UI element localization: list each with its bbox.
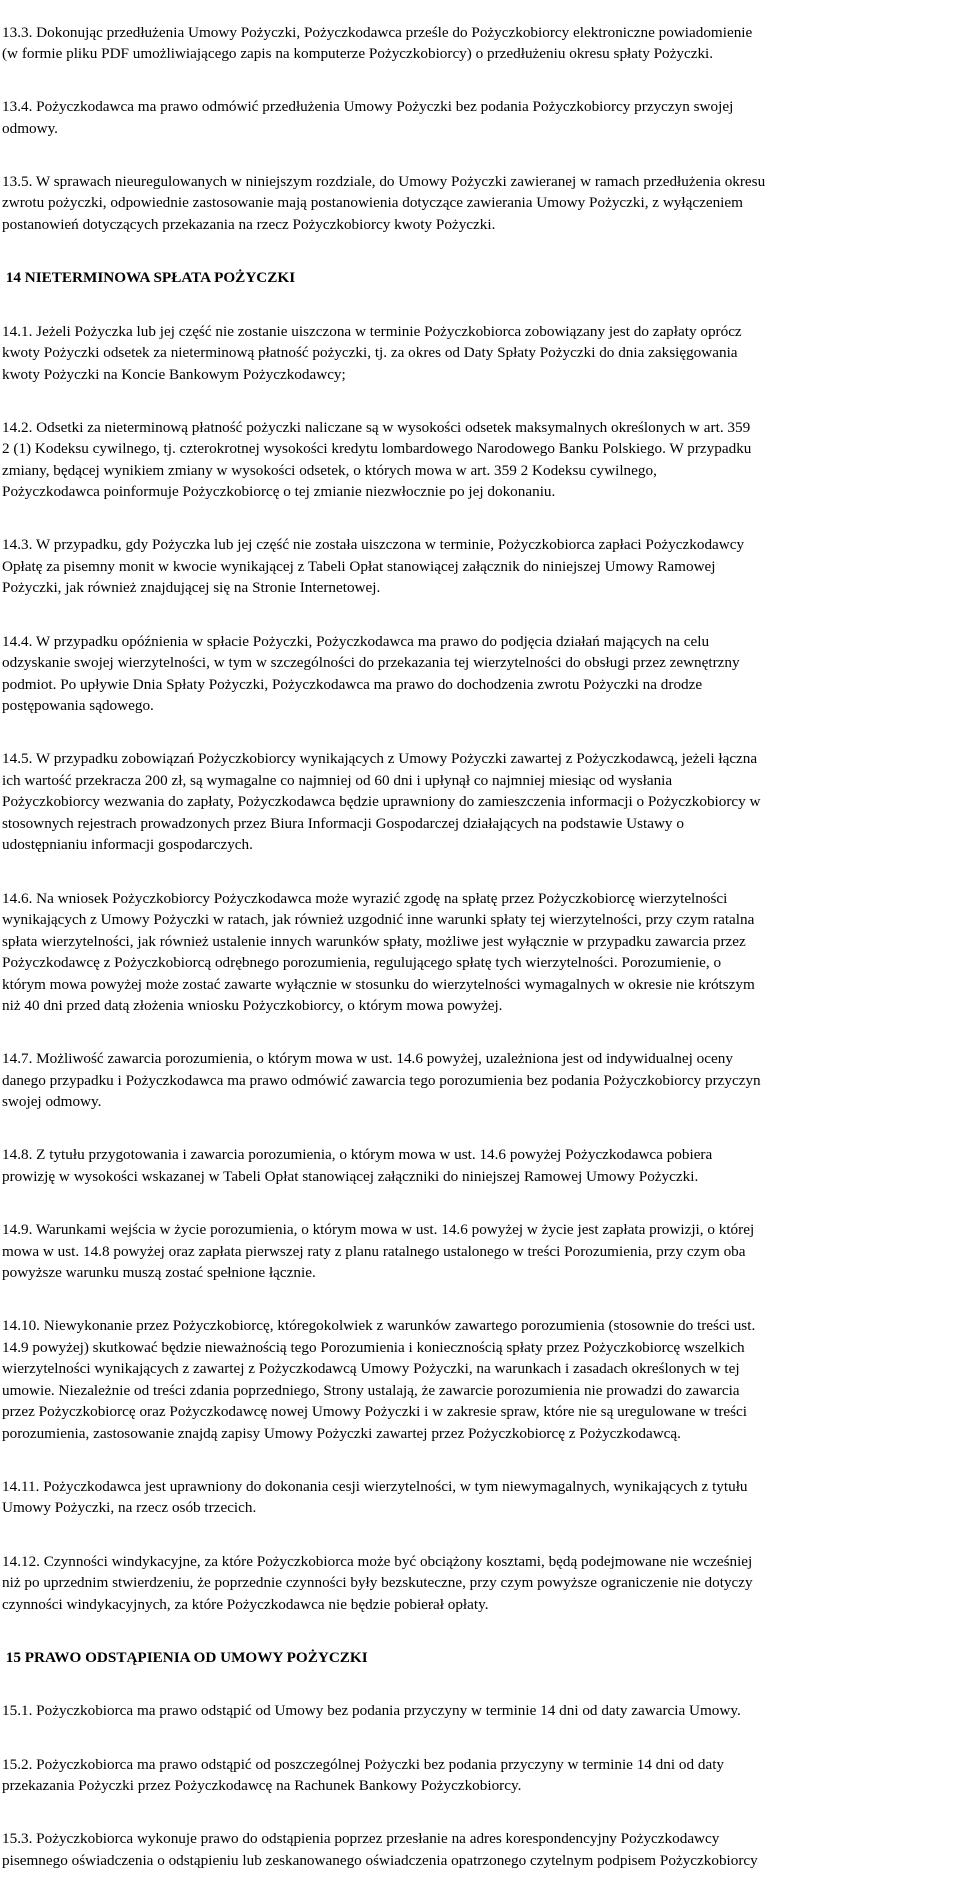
paragraph-14-3: 14.3. W przypadku, gdy Pożyczka lub jej część nie została uiszczona w terminie, Pożyczkobiorca zapłaci Pożyczkodawcy Opłatę za pisemny monit w kwocie wynikającej z Tabeli Opłat stanowiącej załącznik do niniejszej Umowy Ramowej Pożyczki, jak również znajdującej się na Stronie Internetowej. [2, 536, 745, 597]
section-heading-14: 14 NIETERMINOWA SPŁATA POŻYCZKI [2, 269, 296, 287]
paragraph-15-1: 15.1. Pożyczkobiorca ma prawo odstąpić od Umowy bez podania przyczyny w terminie 14 dni od daty zawarcia Umowy. [2, 1702, 741, 1720]
paragraph-14-11: 14.11. Pożyczkodawca jest uprawniony do dokonania cesji wierzytelności, w tym niewymagalnych, wynikających z tytułu Umowy Pożyczki, na rzecz osób trzecich. [2, 1477, 748, 1517]
paragraph-14-12: 14.12. Czynności windykacyjne, za które Pożyczkobiorca może być obciążony kosztami, będą podejmowane nie wcześniej niż po uprzednim stwierdzeniu, że poprzednie czynności były bezskuteczne, przy czym powyższe ograniczenie nie dotyczy czynności windykacyjnych, za które Pożyczkodawca nie będzie pobierał opłaty. [2, 1552, 753, 1613]
paragraph-14-6: 14.6. Na wniosek Pożyczkobiorcy Pożyczkodawca może wyrazić zgodę na spłatę przez Pożyczkobiorcę wierzytelności wynikających z Umowy Pożyczki w ratach, jak również uzgodnić inne warunki spłaty tej wierzytelności, przy czym ratalna spłata wierzytelności, jak również ustalenie innych warunków spłaty, możliwe jest wyłącznie w przypadku zawarcia przez Pożyczkodawcę z Pożyczkobiorcą odrębnego porozumienia, regulującego spłatę tych wierzytelności. Porozumienie, o którym mowa powyżej może zostać zawarte wyłącznie w stosunku do wierzytelności wymagalnych w okresie nie krótszym niż 40 dni przed datą złożenia wniosku Pożyczkobiorcy, o którym mowa powyżej. [2, 889, 755, 1014]
paragraph-14-1: 14.1. Jeżeli Pożyczka lub jej część nie zostanie uiszczona w terminie Pożyczkobiorca zobowiązany jest do zapłaty oprócz kwoty Pożyczki odsetek za nieterminową płatność pożyczki, tj. za okres od Daty Spłaty Pożyczki do dnia zaksięgowania kwoty Pożyczki na Koncie Bankowym Pożyczkodawcy; [2, 322, 742, 383]
paragraph-15-3: 15.3. Pożyczkobiorca wykonuje prawo do odstąpienia poprzez przesłanie na adres korespondencyjny Pożyczkodawcy pisemnego oświadczenia o odstąpieniu lub zeskanowanego oświadczenia opatrzonego czytelnym podpisem Pożyczkobiorcy [2, 1830, 758, 1869]
paragraph-14-2: 14.2. Odsetki za nieterminową płatność pożyczki naliczane są w wysokości odsetek maksymalnych określonych w art. 359 2 (1) Kodeksu cywilnego, tj. czterokrotnej wysokości kredytu lombardowego Narodowego Banku Polskiego. W przypadku zmiany, będącej wynikiem zmiany w wysokości odsetek, o których mowa w art. 359 2 Kodeksu cywilnego, Pożyczkodawca poinformuje Pożyczkobiorcę o tej zmianie niezwłocznie po jej dokonaniu. [2, 418, 752, 501]
paragraph-13-3: 13.3. Dokonując przedłużenia Umowy Pożyczki, Pożyczkodawca prześle do Pożyczkobiorcy elektroniczne powiadomienie (w formie pliku PDF umożliwiającego zapis na komputerze Pożyczkobiorcy) o przedłużeniu okresu spłaty Pożyczki. [2, 23, 753, 62]
section-heading-15: 15 PRAWO ODSTĄPIENIA OD UMOWY POŻYCZKI [2, 1648, 368, 1666]
paragraph-14-8: 14.8. Z tytułu przygotowania i zawarcia porozumienia, o którym mowa w ust. 14.6 powyżej Pożyczkodawca pobiera prowizję w wysokości wskazanej w Tabeli Opłat stanowiącej załączniki do niniejszej Ramowej Umowy Pożyczki. [2, 1146, 713, 1185]
paragraph-14-10: 14.10. Niewykonanie przez Pożyczkobiorcę, któregokolwiek z warunków zawartego porozumienia (stosownie do treści ust. 14.9 powyżej) skutkować będzie nieważnością tego Porozumienia i koniecznością spłaty przez Pożyczkobiorcę wszelkich wierzytelności wynikających z zawartej z Pożyczkodawcą Umowy Pożyczki, na warunkach i zasadach określonych w tej umowie. Niezależnie od treści zdania poprzedniego, Strony ustalają, że zawarcie porozumienia nie prowadzi do zawarcia przez Pożyczkobiorcę oraz Pożyczkodawcę nowej Umowy Pożyczki i w zakresie spraw, które nie są uregulowane w treści porozumienia, zastosowanie znajdą zapisy Umowy Pożyczki zawartej przez Pożyczkobiorcę z Pożyczkodawcą. [2, 1317, 756, 1442]
paragraph-13-5: 13.5. W sprawach nieuregulowanych w niniejszym rozdziale, do Umowy Pożyczki zawieranej w ramach przedłużenia okresu zwrotu pożyczki, odpowiednie zastosowanie mają postanowienia dotyczące zawierania Umowy Pożyczki, z wyłączeniem postanowień dotyczących przekazania na rzecz Pożyczkobiorcy kwoty Pożyczki. [2, 172, 766, 233]
paragraph-14-4: 14.4. W przypadku opóźnienia w spłacie Pożyczki, Pożyczkodawca ma prawo do podjęcia działań mających na celu odzyskanie swojej wierzytelności, w tym w szczególności do przekazania tej wierzytelności do obsługi przez zewnętrzny podmiot. Po upływie Dnia Spłaty Pożyczki, Pożyczkodawca ma prawo do dochodzenia zwrotu Pożyczki na drodze postępowania sądowego. [2, 632, 740, 715]
paragraph-15-2: 15.2. Pożyczkobiorca ma prawo odstąpić od poszczególnej Pożyczki bez podania przyczyny w terminie 14 dni od daty przekazania Pożyczki przez Pożyczkodawcę na Rachunek Bankowy Pożyczkobiorcy. [2, 1755, 725, 1794]
paragraph-14-7: 14.7. Możliwość zawarcia porozumienia, o którym mowa w ust. 14.6 powyżej, uzależniona jest od indywidualnej oceny danego przypadku i Pożyczkodawca ma prawo odmówić zawarcia tego porozumienia bez podania Pożyczkobiorcy przyczyn swojej odmowy. [2, 1050, 761, 1111]
paragraph-14-5: 14.5. W przypadku zobowiązań Pożyczkobiorcy wynikających z Umowy Pożyczki zawartej z Pożyczkodawcą, jeżeli łączna ich wartość przekracza 200 zł, są wymagalne co najmniej od 60 dni i upłynął co najmniej miesiąc od wysłania Pożyczkobiorcy wezwania do zapłaty, Pożyczkodawca będzie uprawniony do zamieszczenia informacji o Pożyczkobiorcy w stosownych rejestrach prowadzonych przez Biura Informacji Gospodarczej działających na podstawie Ustawy o udostępnianiu informacji gospodarczych. [2, 750, 761, 854]
document-page [2, 0, 954, 1903]
paragraph-14-9: 14.9. Warunkami wejścia w życie porozumienia, o którym mowa w ust. 14.6 powyżej w życie jest zapłata prowizji, o której mowa w ust. 14.8 powyżej oraz zapłata pierwszej raty z planu ratalnego ustalonego w treści Porozumienia, przy czym oba powyższe warunku muszą zostać spełnione łącznie. [2, 1221, 755, 1282]
paragraph-13-4: 13.4. Pożyczkodawca ma prawo odmówić przedłużenia Umowy Pożyczki bez podania Pożyczkobiorcy przyczyn swojej odmowy. [2, 98, 734, 137]
